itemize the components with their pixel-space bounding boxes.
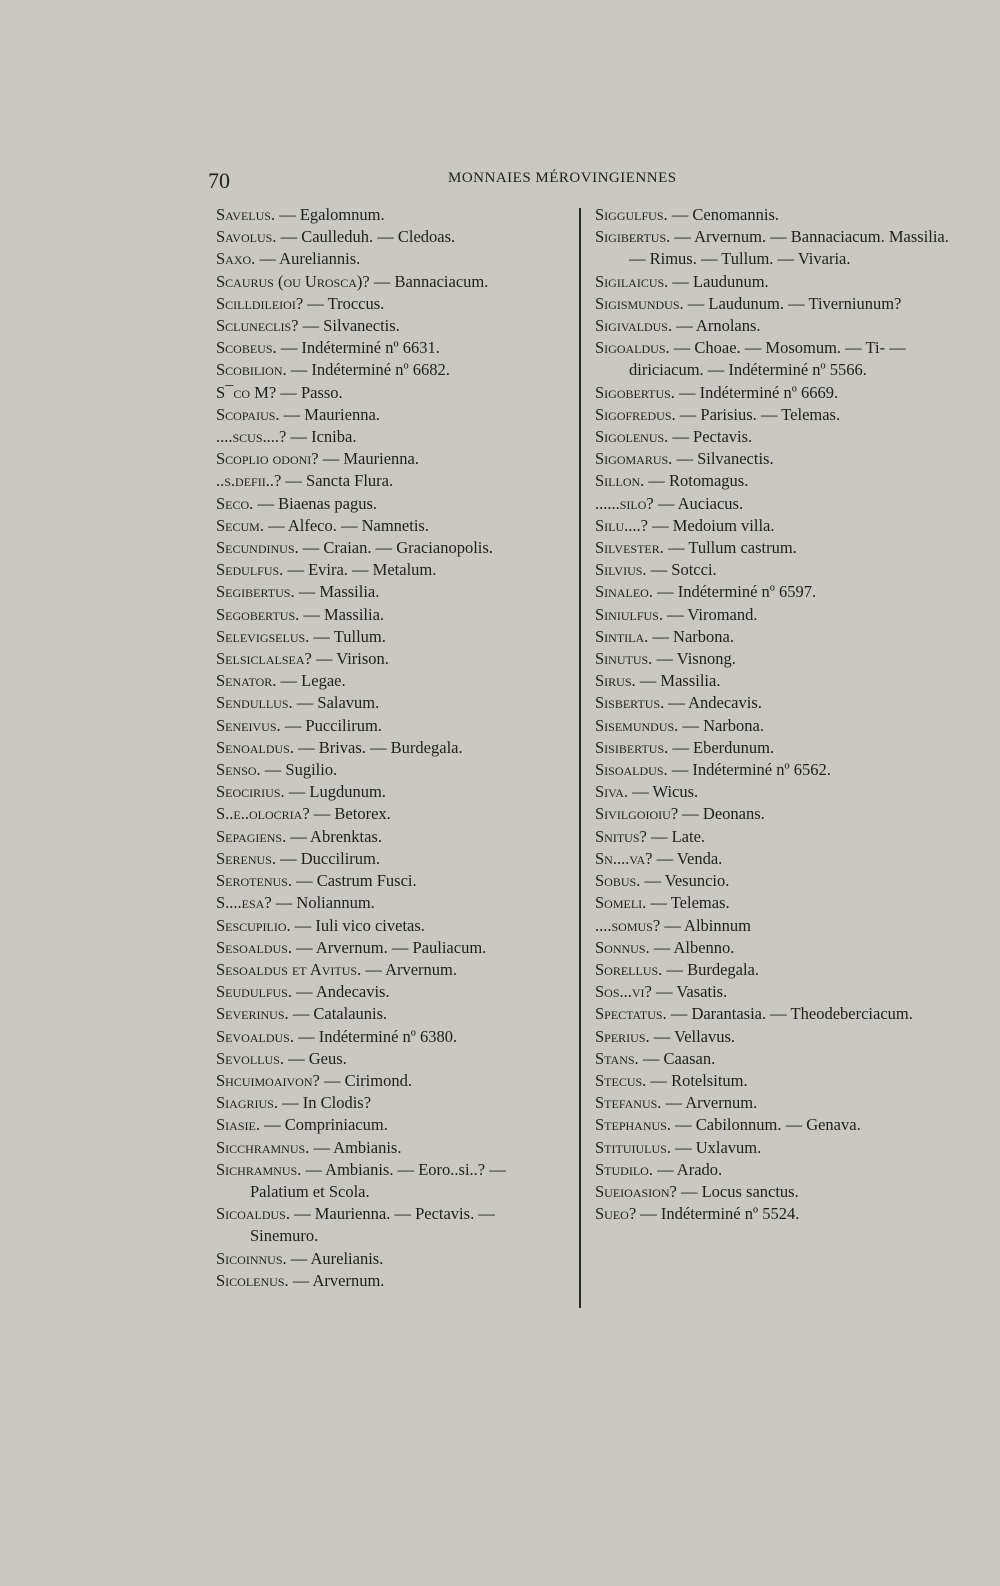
mint-places: — Arvernum. bbox=[661, 1093, 758, 1113]
mint-places: — Telemas. bbox=[646, 893, 730, 913]
mint-places: — Lugdunum. bbox=[284, 782, 386, 802]
mint-places: — Late. bbox=[646, 826, 706, 846]
moneyer-name: S..e..olocria? bbox=[216, 804, 310, 824]
mint-places: — Abrenktas. bbox=[286, 826, 382, 846]
index-entry bbox=[216, 226, 566, 248]
moneyer-name: Sigivaldus. bbox=[595, 316, 673, 336]
index-entry bbox=[595, 981, 955, 1003]
mint-places: — Laudunum. bbox=[668, 271, 769, 291]
moneyer-name: Stans. bbox=[595, 1048, 639, 1068]
mint-places: — Arado. bbox=[652, 1159, 723, 1179]
mint-places: — Rotelsitum. bbox=[646, 1070, 748, 1090]
moneyer-name: Serotenus. bbox=[216, 871, 292, 891]
mint-places: — Icniba. bbox=[286, 427, 357, 447]
moneyer-name: S¯co M? bbox=[216, 382, 277, 402]
moneyer-name: Senoaldus. bbox=[216, 737, 294, 757]
index-entry bbox=[595, 404, 955, 426]
moneyer-name: Sperius. bbox=[595, 1026, 650, 1046]
mint-places: — Visnong. bbox=[652, 649, 736, 669]
mint-places: — Vesuncio. bbox=[640, 871, 730, 891]
moneyer-name: Stecus. bbox=[595, 1070, 647, 1090]
index-entry bbox=[595, 293, 955, 315]
mint-places: — Vasatis. bbox=[651, 982, 728, 1002]
moneyer-name: Sigismundus. bbox=[595, 293, 684, 313]
moneyer-name: Sevoaldus. bbox=[216, 1026, 294, 1046]
mint-places: — Noliannum. bbox=[271, 893, 375, 913]
index-entry bbox=[595, 1026, 955, 1048]
index-entry bbox=[595, 604, 955, 626]
mint-places: — Ambianis. — Eoro..si..? — Palatium et Scola. bbox=[250, 1159, 506, 1201]
mint-places: — Albenno. bbox=[649, 937, 735, 957]
index-entry bbox=[595, 1003, 955, 1025]
index-entry bbox=[216, 271, 566, 293]
index-entry bbox=[216, 426, 566, 448]
mint-places: — Indéterminé nº 6597. bbox=[652, 582, 817, 602]
mint-places: — Tullum. bbox=[309, 626, 386, 646]
mint-places: — Caulleduh. — Cledoas. bbox=[276, 227, 456, 247]
mint-places: — In Clodis? bbox=[277, 1093, 372, 1113]
mint-places: — Betorex. bbox=[309, 804, 391, 824]
moneyer-name: Sinaleo. bbox=[595, 582, 653, 602]
mint-places: — Compriniacum. bbox=[259, 1115, 388, 1135]
moneyer-name: Scobilion. bbox=[216, 360, 287, 380]
index-entry bbox=[216, 1248, 566, 1270]
mint-places: — Cenomannis. bbox=[667, 205, 780, 224]
index-entry bbox=[595, 670, 955, 692]
mint-places: — Auciacus. bbox=[653, 493, 744, 513]
moneyer-name: Seneivus. bbox=[216, 715, 281, 735]
index-entry bbox=[595, 426, 955, 448]
index-entry bbox=[595, 848, 955, 870]
mint-places: — Indéterminé nº 6631. bbox=[276, 338, 440, 358]
index-entry bbox=[216, 448, 566, 470]
mint-places: — Maurienna. bbox=[318, 449, 419, 469]
moneyer-name: Sepagiens. bbox=[216, 826, 287, 846]
mint-places: — Indéterminé nº 5524. bbox=[636, 1204, 800, 1224]
index-entry bbox=[595, 448, 955, 470]
mint-places: — Indéterminé nº 6562. bbox=[667, 760, 831, 780]
mint-places: — Aurelianis. bbox=[286, 1248, 384, 1268]
moneyer-name: Stefanus. bbox=[595, 1093, 662, 1113]
index-entry bbox=[216, 1092, 566, 1114]
index-entry bbox=[216, 937, 566, 959]
moneyer-name: Sisibertus. bbox=[595, 737, 669, 757]
moneyer-name: Sigobertus. bbox=[595, 382, 675, 402]
mint-places: — Troccus. bbox=[303, 293, 385, 313]
mint-places: — Arvernum. — Pauliacum. bbox=[291, 937, 487, 957]
moneyer-name: Sos...vi? bbox=[595, 982, 652, 1002]
moneyer-name: Stephanus. bbox=[595, 1115, 671, 1135]
running-head: MONNAIES MÉROVINGIENNES bbox=[448, 170, 677, 186]
moneyer-name: Shcuimoaivon? bbox=[216, 1070, 320, 1090]
moneyer-name: Senator. bbox=[216, 671, 277, 691]
mint-places: — Arvernum. bbox=[361, 959, 458, 979]
index-entry bbox=[595, 493, 955, 515]
mint-places: — Iuli vico civetas. bbox=[290, 915, 425, 935]
index-entry bbox=[216, 648, 566, 670]
mint-places: — Catalaunis. bbox=[288, 1004, 388, 1024]
moneyer-name: Sivilgoioiu? bbox=[595, 804, 679, 824]
moneyer-name: Sorellus. bbox=[595, 959, 663, 979]
index-entry bbox=[595, 1203, 955, 1225]
moneyer-name: Sisemundus. bbox=[595, 715, 679, 735]
mint-places: — Arvernum. — Bannaciacum. Massilia. — Rimus. — Tullum. — Vivaria. bbox=[629, 227, 949, 269]
index-entry bbox=[216, 1203, 566, 1247]
moneyer-name: Savelus. bbox=[216, 205, 276, 224]
index-entry bbox=[216, 1159, 566, 1203]
mint-places: — Passo. bbox=[276, 382, 343, 402]
mint-places: — Massilia. bbox=[294, 582, 380, 602]
mint-places: — Virison. bbox=[311, 649, 389, 669]
moneyer-name: Siva. bbox=[595, 782, 629, 802]
moneyer-name: Sillon. bbox=[595, 471, 645, 491]
moneyer-name: Sinutus. bbox=[595, 649, 653, 669]
index-entry bbox=[216, 248, 566, 270]
moneyer-name: Sicoaldus. bbox=[216, 1204, 290, 1224]
mint-places: — Locus sanctus. bbox=[676, 1181, 799, 1201]
mint-places: — Indéterminé nº 6682. bbox=[286, 360, 450, 380]
mint-places: — Duccilirum. bbox=[275, 848, 381, 868]
moneyer-name: Sigomarus. bbox=[595, 449, 673, 469]
moneyer-name: Serenus. bbox=[216, 848, 276, 868]
index-entry bbox=[595, 537, 955, 559]
mint-places: — Deonans. bbox=[678, 804, 765, 824]
moneyer-name: Seudulfus. bbox=[216, 982, 292, 1002]
index-entry bbox=[595, 559, 955, 581]
index-entry bbox=[216, 1070, 566, 1092]
mint-places: — Biaenas pagus. bbox=[253, 493, 378, 513]
page-number: 70 bbox=[208, 168, 230, 193]
mint-places: — Viromand. bbox=[662, 604, 758, 624]
moneyer-name: Studilo. bbox=[595, 1159, 653, 1179]
moneyer-name: Selevigselus. bbox=[216, 626, 310, 646]
index-entry bbox=[595, 759, 955, 781]
moneyer-name: Sigofredus. bbox=[595, 404, 676, 424]
moneyer-name: Scilldileioi? bbox=[216, 293, 304, 313]
index-entry bbox=[595, 1137, 955, 1159]
index-entry bbox=[216, 315, 566, 337]
index-entry bbox=[595, 803, 955, 825]
index-entry bbox=[216, 826, 566, 848]
index-entry bbox=[595, 1114, 955, 1136]
index-entry bbox=[216, 581, 566, 603]
mint-places: — Legae. bbox=[276, 671, 346, 691]
mint-places: — Geus. bbox=[283, 1048, 347, 1068]
mint-places: — Vellavus. bbox=[649, 1026, 736, 1046]
moneyer-name: Segibertus. bbox=[216, 582, 295, 602]
index-entry bbox=[216, 848, 566, 870]
index-entry bbox=[216, 515, 566, 537]
moneyer-name: Sevollus. bbox=[216, 1048, 284, 1068]
index-entry bbox=[216, 293, 566, 315]
moneyer-name: Sendullus. bbox=[216, 693, 293, 713]
moneyer-name: ....scus....? bbox=[216, 427, 287, 447]
moneyer-name: S....esa? bbox=[216, 893, 272, 913]
mint-places: — Wicus. bbox=[628, 782, 699, 802]
moneyer-name: Sigilaicus. bbox=[595, 271, 669, 291]
moneyer-name: Sisoaldus. bbox=[595, 760, 668, 780]
index-entry bbox=[216, 604, 566, 626]
mint-places: — Maurienna. — Pectavis. — Sinemuro. bbox=[250, 1204, 495, 1246]
mint-places: — Sugilio. bbox=[260, 760, 338, 780]
moneyer-name: Snitus? bbox=[595, 826, 647, 846]
mint-places: — Pectavis. bbox=[668, 427, 753, 447]
moneyer-name: Sclunecl‌is? bbox=[216, 316, 299, 336]
index-entry bbox=[216, 1048, 566, 1070]
mint-places: — Sancta Flura. bbox=[281, 471, 394, 491]
moneyer-name: Sigoaldus. bbox=[595, 338, 670, 358]
mint-places: — Narbona. bbox=[648, 626, 734, 646]
moneyer-name: Sicoinnus. bbox=[216, 1248, 287, 1268]
moneyer-name: Scobeus. bbox=[216, 338, 277, 358]
mint-places: — Burdegala. bbox=[662, 959, 759, 979]
mint-places: — Indéterminé nº 6380. bbox=[293, 1026, 458, 1046]
moneyer-name: Sueo? bbox=[595, 1204, 637, 1224]
index-entry bbox=[216, 470, 566, 492]
index-entry bbox=[595, 470, 955, 492]
moneyer-name: Sicolenus. bbox=[216, 1270, 289, 1290]
index-entry bbox=[595, 204, 955, 226]
mint-places: — Maurienna. bbox=[279, 404, 380, 424]
index-entry bbox=[595, 715, 955, 737]
mint-places: — Bannaciacum. bbox=[369, 271, 489, 291]
index-entry bbox=[216, 404, 566, 426]
moneyer-name: ....somus? bbox=[595, 915, 661, 935]
mint-places: — Ambianis. bbox=[309, 1137, 402, 1157]
moneyer-name: Severinus. bbox=[216, 1004, 289, 1024]
column-divider bbox=[579, 208, 581, 1308]
index-entry bbox=[595, 315, 955, 337]
moneyer-name: Scoplio odoni? bbox=[216, 449, 319, 469]
index-entry bbox=[595, 515, 955, 537]
index-entry bbox=[595, 1048, 955, 1070]
moneyer-name: Scaurus (ou Urosca)? bbox=[216, 271, 370, 291]
moneyer-name: ..s.defii..? bbox=[216, 471, 282, 491]
moneyer-name: Sisbertus. bbox=[595, 693, 665, 713]
moneyer-name: Sicchramnus. bbox=[216, 1137, 310, 1157]
mint-places: — Medoium villa. bbox=[648, 515, 775, 535]
mint-places: — Venda. bbox=[652, 848, 723, 868]
mint-places: — Salavum. bbox=[292, 693, 380, 713]
index-entry bbox=[216, 670, 566, 692]
mint-places: — Cabilonnum. — Genava. bbox=[670, 1115, 861, 1135]
index-entry bbox=[216, 737, 566, 759]
index-entry bbox=[595, 892, 955, 914]
mint-places: — Laudunum. — Tiverniunum? bbox=[683, 293, 902, 313]
moneyer-name: Siniulfus. bbox=[595, 604, 663, 624]
mint-places: — Massilia. bbox=[299, 604, 385, 624]
index-entry bbox=[595, 648, 955, 670]
index-entry bbox=[595, 1181, 955, 1203]
index-entry bbox=[216, 1137, 566, 1159]
index-entry bbox=[216, 559, 566, 581]
moneyer-name: Sonnus. bbox=[595, 937, 650, 957]
moneyer-name: Sintila. bbox=[595, 626, 649, 646]
index-entry bbox=[595, 1092, 955, 1114]
index-entry bbox=[216, 715, 566, 737]
moneyer-name: Seocirius. bbox=[216, 782, 285, 802]
moneyer-name: Silvius. bbox=[595, 560, 647, 580]
moneyer-name: Sesoaldus et Avitus. bbox=[216, 959, 362, 979]
mint-places: — Rotomagus. bbox=[644, 471, 749, 491]
index-entry bbox=[595, 226, 955, 270]
mint-places: — Choae. — Mosomum. — Ti- — diriciacum. — Indéterminé nº 5566. bbox=[629, 338, 906, 380]
index-entry bbox=[216, 915, 566, 937]
moneyer-name: Sueioasion? bbox=[595, 1181, 677, 1201]
index-entry bbox=[216, 781, 566, 803]
mint-places: — Indéterminé nº 6669. bbox=[674, 382, 839, 402]
mint-places: — Andecavis. bbox=[664, 693, 762, 713]
index-entry bbox=[595, 826, 955, 848]
index-entry bbox=[595, 937, 955, 959]
mint-places: — Sotcci. bbox=[646, 560, 717, 580]
mint-places: — Brivas. — Burdegala. bbox=[293, 737, 463, 757]
moneyer-name: Siagrius. bbox=[216, 1093, 278, 1113]
moneyer-name: Selsiclalsea? bbox=[216, 649, 312, 669]
mint-places: — Albinnum bbox=[660, 915, 751, 935]
index-entry bbox=[595, 915, 955, 937]
moneyer-name: Seco. bbox=[216, 493, 254, 513]
index-entry bbox=[595, 271, 955, 293]
mint-places: — Aureliannis. bbox=[255, 249, 361, 269]
moneyer-name: Silvester. bbox=[595, 538, 664, 558]
moneyer-name: Sedulfus. bbox=[216, 560, 284, 580]
moneyer-name: Sn....va? bbox=[595, 848, 653, 868]
index-entry bbox=[216, 981, 566, 1003]
mint-places: — Caasan. bbox=[638, 1048, 716, 1068]
mint-places: — Craian. — Gracianopolis. bbox=[298, 538, 493, 558]
index-entry bbox=[216, 1026, 566, 1048]
moneyer-name: Sirus. bbox=[595, 671, 636, 691]
moneyer-name: Silu....? bbox=[595, 515, 648, 535]
moneyer-name: Stituiulus. bbox=[595, 1137, 671, 1157]
index-entry bbox=[595, 581, 955, 603]
moneyer-name: Sichramnus. bbox=[216, 1159, 302, 1179]
index-entry bbox=[216, 692, 566, 714]
mint-places: — Silvanectis. bbox=[672, 449, 774, 469]
index-entry bbox=[216, 1114, 566, 1136]
moneyer-name: Secundinus. bbox=[216, 538, 299, 558]
mint-places: — Darantasia. — Theodeberciacum. bbox=[666, 1004, 913, 1024]
mint-places: — Castrum Fusci. bbox=[291, 871, 417, 891]
index-entry bbox=[216, 870, 566, 892]
index-entry bbox=[216, 359, 566, 381]
index-entry bbox=[216, 537, 566, 559]
mint-places: — Puccilirum. bbox=[280, 715, 382, 735]
index-entry bbox=[216, 759, 566, 781]
moneyer-name: Sigibertus. bbox=[595, 227, 671, 247]
mint-places: — Eberdunum. bbox=[668, 737, 775, 757]
mint-places: — Tullum castrum. bbox=[663, 538, 797, 558]
moneyer-name: Someli. bbox=[595, 893, 647, 913]
mint-places: — Evira. — Metalum. bbox=[283, 560, 437, 580]
index-entry bbox=[595, 337, 955, 381]
index-entry bbox=[595, 959, 955, 981]
left-column bbox=[216, 204, 566, 1292]
index-entry bbox=[216, 337, 566, 359]
index-entry bbox=[216, 1003, 566, 1025]
index-entry bbox=[216, 493, 566, 515]
index-entry bbox=[216, 382, 566, 404]
moneyer-name: Segobertus. bbox=[216, 604, 300, 624]
index-entry bbox=[595, 1070, 955, 1092]
index-entry bbox=[595, 382, 955, 404]
index-entry bbox=[216, 892, 566, 914]
moneyer-name: Sescupilio. bbox=[216, 915, 291, 935]
index-entry bbox=[216, 204, 566, 226]
moneyer-name: Sobus. bbox=[595, 871, 641, 891]
index-entry bbox=[595, 870, 955, 892]
moneyer-name: Spectatus. bbox=[595, 1004, 667, 1024]
moneyer-name: Saxo. bbox=[216, 249, 256, 269]
index-entry bbox=[595, 1159, 955, 1181]
moneyer-name: Siasie. bbox=[216, 1115, 260, 1135]
mint-places: — Massilia. bbox=[635, 671, 721, 691]
mint-places: — Arnolans. bbox=[672, 316, 761, 336]
moneyer-name: Sigolenus. bbox=[595, 427, 669, 447]
index-entry bbox=[216, 1270, 566, 1292]
mint-places: — Arvernum. bbox=[288, 1270, 385, 1290]
index-entry bbox=[216, 959, 566, 981]
index-entry bbox=[595, 626, 955, 648]
moneyer-name: Secum. bbox=[216, 515, 264, 535]
index-entry bbox=[216, 803, 566, 825]
moneyer-name: Scopaius. bbox=[216, 404, 280, 424]
index-entry bbox=[595, 692, 955, 714]
mint-places: — Narbona. bbox=[678, 715, 764, 735]
mint-places: — Alfeco. — Namnetis. bbox=[263, 515, 429, 535]
index-entry bbox=[216, 626, 566, 648]
mint-places: — Parisius. — Telemas. bbox=[675, 404, 841, 424]
moneyer-name: Senso. bbox=[216, 760, 261, 780]
index-entry bbox=[595, 781, 955, 803]
mint-places: — Cirimond. bbox=[319, 1070, 412, 1090]
index-entry bbox=[595, 737, 955, 759]
moneyer-name: Savolus. bbox=[216, 227, 277, 247]
moneyer-name: Sesoaldus. bbox=[216, 937, 292, 957]
mint-places: — Uxlavum. bbox=[670, 1137, 762, 1157]
moneyer-name: ......silo? bbox=[595, 493, 654, 513]
mint-places: — Silvanectis. bbox=[298, 316, 400, 336]
right-column bbox=[595, 204, 955, 1225]
mint-places: — Egalomnum. bbox=[275, 205, 385, 224]
mint-places: — Andecavis. bbox=[291, 982, 390, 1002]
moneyer-name: Siggulfus. bbox=[595, 205, 668, 224]
